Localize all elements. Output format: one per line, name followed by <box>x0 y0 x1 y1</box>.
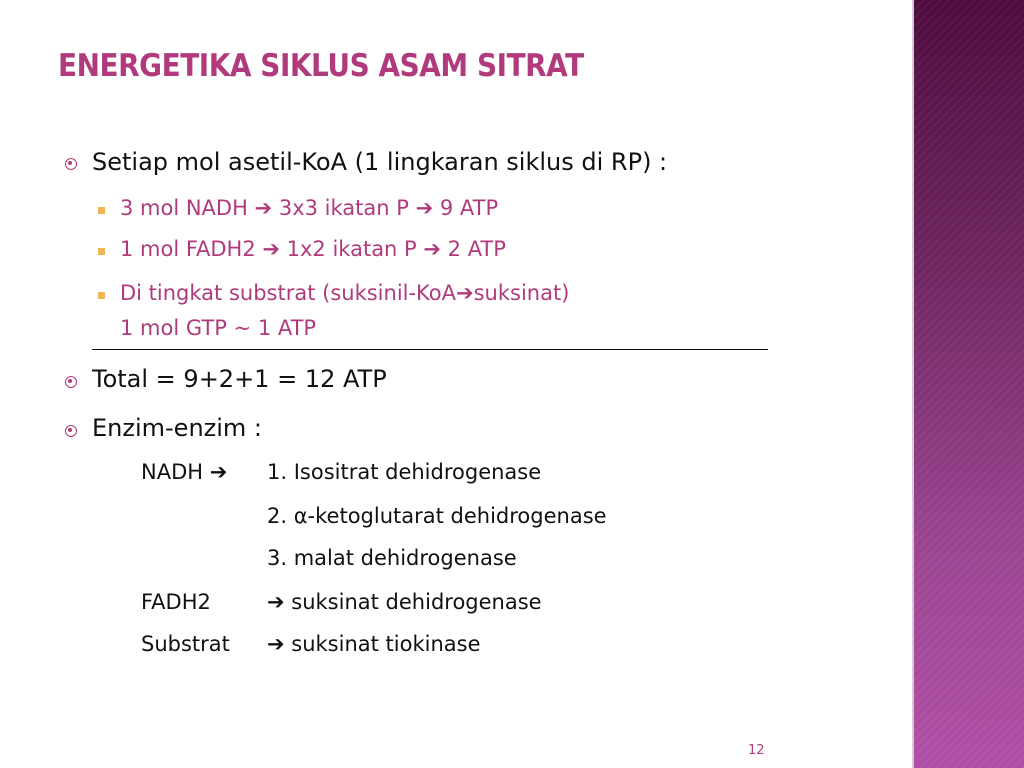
enzyme-label-substrat: Substrat <box>141 632 230 656</box>
decorative-side-band <box>912 0 1024 768</box>
enzyme-value-malat: 3. malat dehidrogenase <box>267 546 517 570</box>
enzyme-label-nadh: NADH ➔ <box>141 460 228 484</box>
bullet-text-enzim: Enzim-enzim : <box>92 414 263 442</box>
page-number: 12 <box>748 743 765 758</box>
target-bullet-icon <box>65 158 77 170</box>
bullet-text-setiap-mol: Setiap mol asetil-KoA (1 lingkaran siklus di RP) : <box>92 148 668 176</box>
enzyme-value-suksinat-dehidrogenase: ➔ suksinat dehidrogenase <box>267 590 542 614</box>
sub-bullet-substrat: Di tingkat substrat (suksinil-KoA➔suksinat) <box>120 281 570 305</box>
enzyme-value-ketoglutarat: 2. α-ketoglutarat dehidrogenase <box>267 504 607 528</box>
slide-title: ENERGETIKA SIKLUS ASAM SITRAT <box>58 48 584 84</box>
square-bullet-icon <box>98 207 105 214</box>
target-bullet-icon <box>65 376 77 388</box>
square-bullet-icon <box>98 292 105 299</box>
enzyme-label-fadh2: FADH2 <box>141 590 211 614</box>
bullet-text-total: Total = 9+2+1 = 12 ATP <box>92 365 387 393</box>
sub-bullet-substrat-continuation: 1 mol GTP ~ 1 ATP <box>120 316 317 340</box>
enzyme-value-isositrat: 1. Isositrat dehidrogenase <box>267 460 542 484</box>
sub-bullet-nadh: 3 mol NADH ➔ 3x3 ikatan P ➔ 9 ATP <box>120 196 499 220</box>
square-bullet-icon <box>98 248 105 255</box>
target-bullet-icon <box>65 425 77 437</box>
divider-line <box>92 349 768 350</box>
sub-bullet-fadh2: 1 mol FADH2 ➔ 1x2 ikatan P ➔ 2 ATP <box>120 237 506 261</box>
enzyme-value-suksinat-tiokinase: ➔ suksinat tiokinase <box>267 632 481 656</box>
